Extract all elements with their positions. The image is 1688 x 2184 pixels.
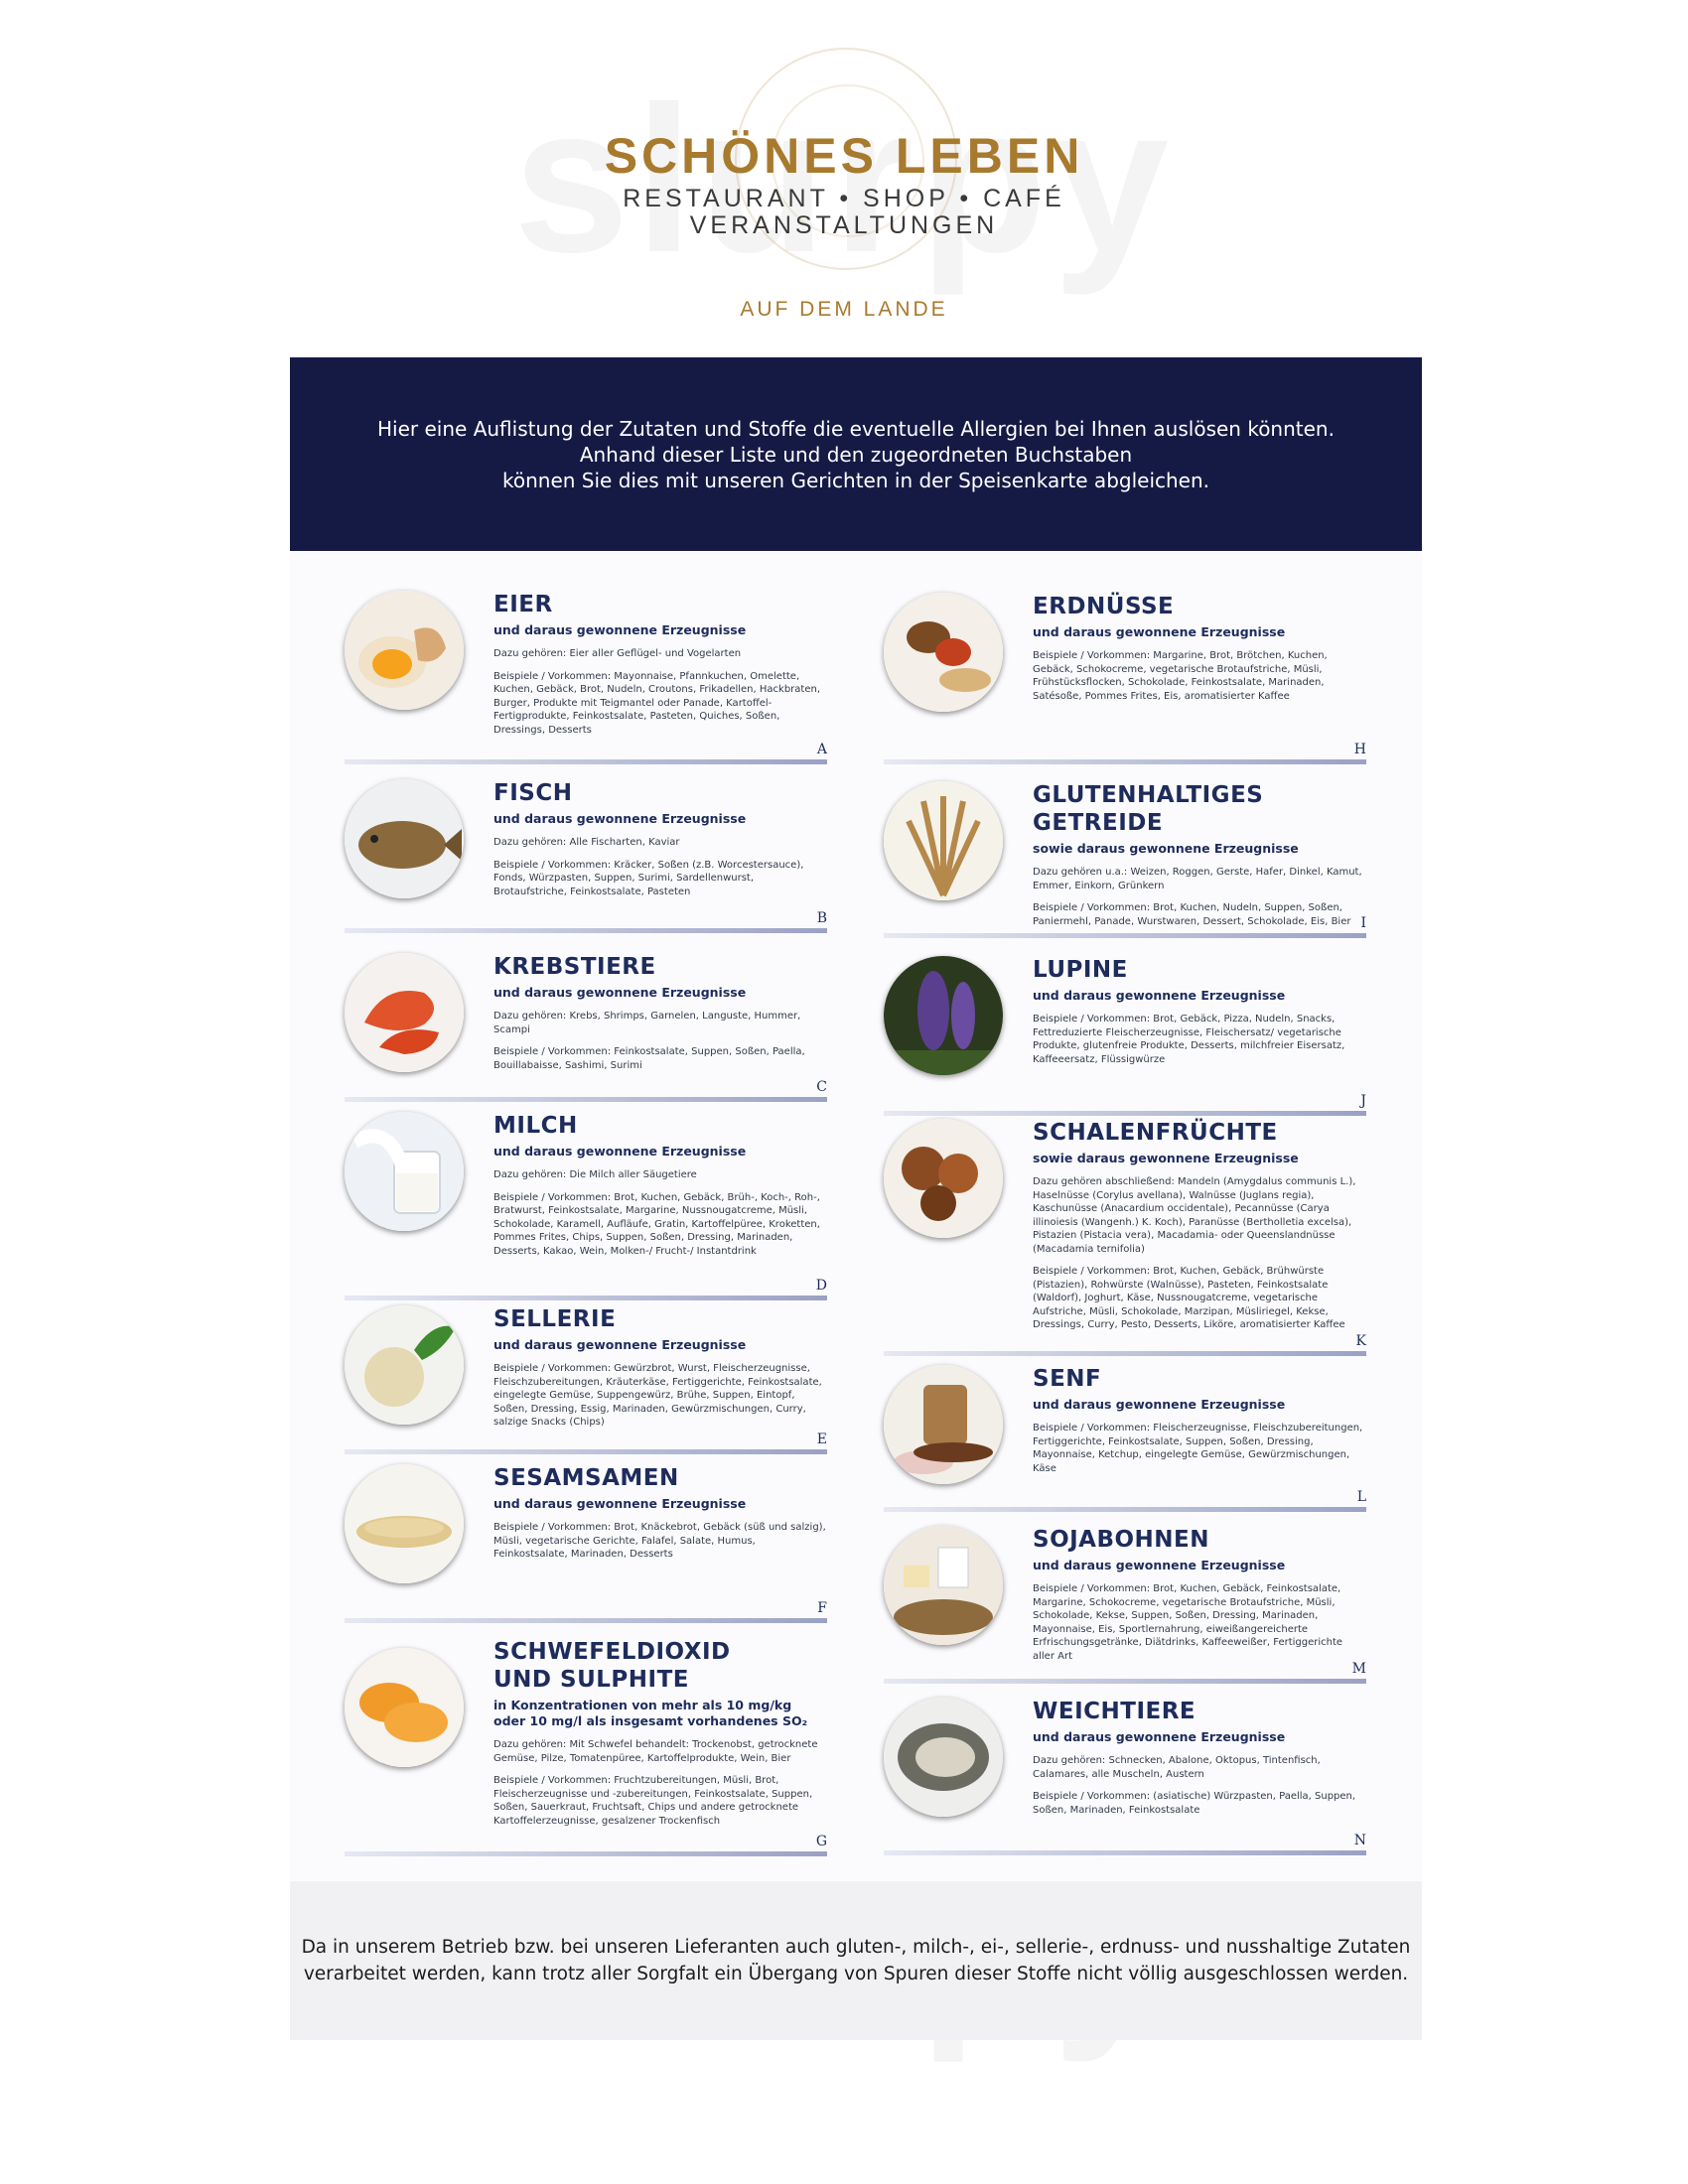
allergen-examples: Beispiele / Vorkommen: Brot, Kuchen, Gebäck, Brüh-, Koch-, Roh-, Bratwurst, Feinkostsalate, Margarine, Nussnougatcreme, Müsli, Schokolade, Karamell, Aufläufe, Gratin, Kartoffelpüree, Kroketten, Pommes Frites, Chips, Suppen, Soßen, Dressing, Marinaden, Desserts, Kakao, Wein, Molken-/ Frucht-/ Instantdrink: [493, 1191, 820, 1257]
allergen-subtitle: und daraus gewonnene Erzeugnisse: [1033, 624, 1286, 639]
divider: [884, 933, 1366, 938]
peanut-icon: [884, 593, 1003, 712]
allergen-name: SOJABOHNEN: [1033, 1527, 1210, 1553]
allergen-letter: D: [815, 1278, 827, 1294]
allergen-letter: H: [1353, 742, 1366, 757]
divider: [884, 1111, 1366, 1116]
allergen-examples: Beispiele / Vorkommen: Brot, Kuchen, Gebäck, Feinkostsalate, Margarine, Schokocreme, vegetarische Brotaufstriche, Müsli, Schokolade, Kekse, Suppen, Soßen, Dressing, Marinaden, Mayonnaise, Eis, Sportlernahrung, eiweißangereicherte Erfrischungsgetränke, Diätdrinks, Kaffeeweißer, Fertiggerichte aller Art: [1033, 1583, 1343, 1662]
allergen-subtitle: in Konzentrationen von mehr als 10 mg/kg oder 10 mg/l als insgesamt vorhandenes SO₂: [493, 1698, 808, 1728]
allergen-card-k: [884, 1119, 1366, 1357]
lupine-icon: [884, 956, 1003, 1075]
brand-tagline: AUF DEM LANDE: [740, 298, 948, 321]
allergen-examples: Beispiele / Vorkommen: (asiatische) Würzpasten, Paella, Suppen, Soßen, Marinaden, Feinkostsalate: [1033, 1791, 1356, 1816]
allergen-subtitle: und daraus gewonnene Erzeugnisse: [493, 1144, 747, 1159]
allergen-examples: Beispiele / Vorkommen: Fleischerzeugnisse, Fleischzubereitungen, Fertiggerichte, Feinkostsalate, Suppen, Soßen, Dressing, Mayonnaise, Ketchup, eingelegte Gemüse, Gewürzmischungen, Käse: [1033, 1423, 1363, 1474]
intro-line: können Sie dies mit unseren Gerichten in der Speisenkarte abgleichen.: [501, 468, 1210, 492]
allergen-subtitle: und daraus gewonnene Erzeugnisse: [1033, 1397, 1286, 1412]
allergen-name: SELLERIE: [493, 1306, 617, 1332]
allergen-card-c: [345, 953, 827, 1102]
allergen-subtitle: sowie daraus gewonnene Erzeugnisse: [1033, 841, 1299, 856]
allergen-letter: M: [1351, 1661, 1366, 1677]
allergen-includes: Dazu gehören: Alle Fischarten, Kaviar: [493, 837, 680, 848]
allergen-card-g: [345, 1638, 827, 1856]
allergen-letter: I: [1360, 915, 1366, 931]
allergen-card-e: [345, 1305, 827, 1459]
allergen-name: KREBSTIERE: [493, 954, 656, 980]
divider: [345, 1296, 827, 1300]
allergen-examples: Beispiele / Vorkommen: Gewürzbrot, Wurst, Fleischerzeugnisse, Fleischzubereitungen, Kräuterkäse, Fertiggerichte, Feinkostsalate, eingelegte Gemüse, Suppengewürz, Brühe, Suppen, Eintopf, Soßen, Dressing, Essig, Marinaden, Gewürzmischungen, Curry, salzige Snacks (Chips): [493, 1363, 822, 1428]
allergen-subtitle: sowie daraus gewonnene Erzeugnisse: [1033, 1151, 1299, 1165]
shrimp-icon: [345, 953, 464, 1072]
allergen-includes: Dazu gehören abschließend: Mandeln (Amygdalus communis L.), Haselnüsse (Corylus avellana), Walnüsse (Juglans regia), Kaschunüsse (Anacardium occidentale), Pecannüsse (Carya illinoiesis (Wangenh.) K. Koch), Paranüsse (Bertholletia excelsa), Pistazien (Pistacia vera), Macadamia- oder Queenslandnüsse (Macadamia ternifolia): [1033, 1176, 1356, 1255]
oyster-icon: [884, 1698, 1003, 1817]
allergen-examples: Beispiele / Vorkommen: Fruchtzubereitungen, Müsli, Brot, Fleischerzeugnisse und -zubereitungen, Feinkostsalate, Suppen, Soßen, Sauerkraut, Fruchtsaft, Chips und andere getrocknete Kartoffelerzeugnisse, gesalzener Trockenfisch: [493, 1775, 813, 1827]
allergen-card-j: [884, 956, 1366, 1115]
mustard-icon: [884, 1365, 1003, 1484]
allergen-letter: E: [816, 1432, 827, 1447]
allergen-subtitle: und daraus gewonnene Erzeugnisse: [493, 985, 747, 1000]
egg-icon: [345, 591, 464, 710]
allergen-name: SENF: [1033, 1366, 1102, 1392]
intro-line: Anhand dieser Liste und den zugeordneten Buchstaben: [579, 442, 1133, 467]
allergen-card-l: [884, 1365, 1366, 1514]
celery-icon: [345, 1305, 464, 1425]
allergen-examples: Beispiele / Vorkommen: Mayonnaise, Pfannkuchen, Omelette, Kuchen, Gebäck, Brot, Nudeln, Croutons, Frikadellen, Hackbraten, Burger, Produkte mit Teigmantel oder Panade, Kartoffel-Fertigprodukte, Feinkostsalate, Pasteten, Quiches, Soßen, Dressings, Desserts: [493, 670, 820, 736]
divider: [345, 1097, 827, 1102]
allergen-name: GLUTENHALTIGES GETREIDE: [1033, 782, 1264, 836]
brand-subtitle: RESTAURANT • SHOP • CAFÉ: [623, 185, 1065, 212]
allergen-name: EIER: [493, 592, 553, 617]
allergen-examples: Beispiele / Vorkommen: Brot, Kuchen, Nudeln, Suppen, Soßen, Paniermehl, Panade, Wurstwaren, Dessert, Schokolade, Eis, Bier: [1033, 902, 1351, 927]
allergen-examples: Beispiele / Vorkommen: Brot, Kuchen, Gebäck, Brühwürste (Pistazien), Rohwürste (Walnüsse), Pasteten, Feinkostsalate (Waldorf), Joghurt, Käse, Nussnougatcreme, vegetarische Aufstriche, Müsli, Schokolade, Marzipan, Müsliriegel, Kekse, Dressings, Curry, Pesto, Desserts, Liköre, aromatisierter Kaffee: [1033, 1266, 1345, 1330]
header: [0, 0, 1688, 357]
intro-line: Hier eine Auflistung der Zutaten und Stoffe die eventuelle Allergien bei Ihnen auslösen könnten.: [377, 416, 1335, 441]
allergen-includes: Dazu gehören: Die Milch aller Säugetiere: [493, 1169, 697, 1180]
divider: [345, 1449, 827, 1454]
milk-icon: [345, 1112, 464, 1231]
divider: [345, 928, 827, 933]
allergen-subtitle: und daraus gewonnene Erzeugnisse: [493, 622, 747, 637]
brand-title: SCHÖNES LEBEN: [604, 128, 1084, 184]
allergen-card-a: [345, 591, 827, 764]
allergen-includes: Dazu gehören: Mit Schwefel behandelt: Trockenobst, getrocknete Gemüse, Pilze, Tomatenpüree, Kartoffelprodukte, Wein, Bier: [493, 1739, 818, 1764]
allergen-subtitle: und daraus gewonnene Erzeugnisse: [493, 1337, 747, 1352]
allergen-name: FISCH: [493, 780, 573, 806]
allergen-name: WEICHTIERE: [1033, 1699, 1196, 1724]
allergen-letter: B: [816, 910, 827, 926]
allergen-letter: J: [1360, 1093, 1366, 1109]
allergen-includes: Dazu gehören: Schnecken, Abalone, Oktopus, Tintenfisch, Calamares, alle Muscheln, Austern: [1033, 1755, 1321, 1780]
fish-icon: [345, 779, 464, 898]
divider: [884, 759, 1366, 764]
allergen-name: LUPINE: [1033, 957, 1128, 983]
allergen-letter: A: [816, 742, 827, 757]
allergen-name: SCHALENFRÜCHTE: [1033, 1120, 1278, 1146]
allergen-card-b: [345, 779, 827, 933]
allergen-examples: Beispiele / Vorkommen: Brot, Knäckebrot, Gebäck (süß und salzig), Müsli, vegetarische Gerichte, Falafel, Salate, Humus, Feinkostsalate, Marinaden, Desserts: [493, 1522, 826, 1560]
allergen-card-f: [345, 1464, 827, 1628]
wheat-icon: [884, 781, 1003, 900]
soy-icon: [884, 1526, 1003, 1645]
allergen-examples: Beispiele / Vorkommen: Margarine, Brot, Brötchen, Kuchen, Gebäck, Schokocreme, vegetarische Brotaufstriche, Müsli, Frühstücksflocken, Schokolade, Feinkostsalate, Marinaden, Satésoße, Pommes Frites, Eis, aromatisierter Kaffee: [1033, 650, 1328, 702]
nut-icon: [884, 1119, 1003, 1238]
allergen-card-m: [884, 1526, 1366, 1685]
allergen-examples: Beispiele / Vorkommen: Brot, Gebäck, Pizza, Nudeln, Snacks, Fettreduzierte Fleischerzeugnisse, Fleischersatz/ vegetarische Produkte, glutenfreie Produkte, Desserts, milchfreier Eisersatz, Kaffeeersatz, Flüssigwürze: [1033, 1014, 1345, 1065]
allergen-examples: Beispiele / Vorkommen: Kräcker, Soßen (z.B. Worcestersauce), Fonds, Würzpasten, Suppen, Surimi, Sardellenwurst, Brotaufstriche, Feinkostsalate, Pasteten: [493, 859, 804, 897]
intro-banner: [290, 357, 1422, 551]
divider: [884, 1507, 1366, 1512]
allergen-includes: Dazu gehören: Krebs, Shrimps, Garnelen, Languste, Hummer, Scampi: [493, 1011, 801, 1035]
allergen-card-d: [345, 1112, 827, 1300]
allergen-letter: K: [1355, 1333, 1366, 1349]
allergen-subtitle: und daraus gewonnene Erzeugnisse: [493, 811, 747, 826]
divider: [884, 1850, 1366, 1855]
footer-line: Da in unserem Betrieb bzw. bei unseren Lieferanten auch gluten-, milch-, ei-, sellerie-, erdnuss- und nusshaltige Zutaten: [301, 1937, 1411, 1958]
allergen-subtitle: und daraus gewonnene Erzeugnisse: [493, 1496, 747, 1511]
divider: [884, 1679, 1366, 1684]
divider: [884, 1351, 1366, 1356]
allergen-letter: L: [1356, 1489, 1366, 1505]
allergen-name: MILCH: [493, 1113, 578, 1139]
allergen-letter: F: [817, 1600, 827, 1616]
allergen-subtitle: und daraus gewonnene Erzeugnisse: [1033, 988, 1286, 1003]
allergen-name: ERDNÜSSE: [1033, 594, 1175, 619]
brand-subtitle-2: VERANSTALTUNGEN: [689, 211, 999, 239]
footer-note: [290, 1881, 1422, 2040]
allergen-subtitle: und daraus gewonnene Erzeugnisse: [1033, 1729, 1286, 1744]
allergen-card-h: [884, 593, 1366, 766]
allergen-subtitle: und daraus gewonnene Erzeugnisse: [1033, 1558, 1286, 1572]
allergen-includes: Dazu gehören u.a.: Weizen, Roggen, Gerste, Hafer, Dinkel, Kamut, Emmer, Einkorn, Grünkern: [1033, 867, 1362, 891]
chips-icon: [345, 1648, 464, 1767]
divider: [345, 759, 827, 764]
allergen-name: SCHWEFELDIOXID UND SULPHITE: [493, 1639, 731, 1693]
allergen-card-n: [884, 1698, 1366, 1856]
allergen-examples: Beispiele / Vorkommen: Feinkostsalate, Suppen, Soßen, Paella, Bouillabaisse, Sashimi, Surimi: [493, 1046, 805, 1071]
allergen-list: [290, 551, 1422, 1881]
allergen-name: SESAMSAMEN: [493, 1465, 679, 1491]
allergen-letter: C: [816, 1079, 827, 1095]
allergen-letter: G: [815, 1834, 827, 1849]
divider: [345, 1851, 827, 1856]
sesame-icon: [345, 1464, 464, 1583]
divider: [345, 1618, 827, 1623]
footer-line: verarbeitet werden, kann trotz aller Sorgfalt ein Übergang von Spuren dieser Stoffe nicht völlig ausgeschlossen werden.: [303, 1964, 1409, 1984]
allergen-letter: N: [1353, 1833, 1366, 1848]
allergen-card-i: [884, 781, 1366, 940]
allergen-includes: Dazu gehören: Eier aller Geflügel- und Vogelarten: [493, 648, 742, 659]
